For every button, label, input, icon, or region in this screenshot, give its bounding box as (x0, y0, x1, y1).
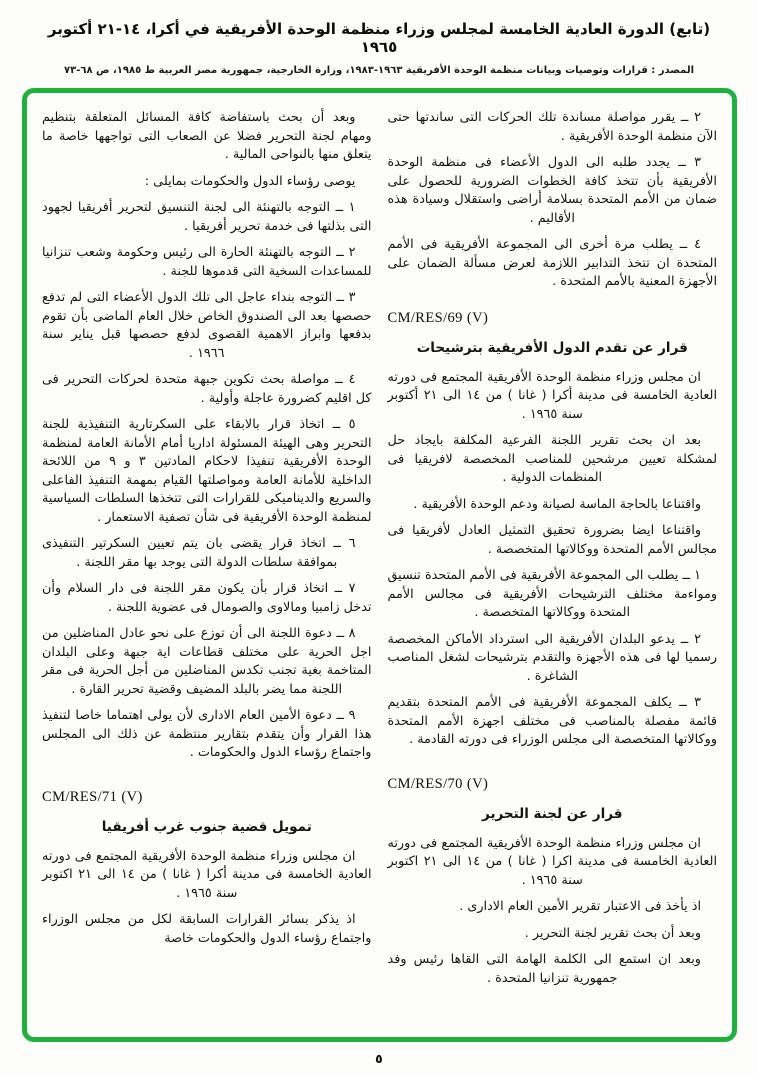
paragraph: وبعد أن بحث باستفاضة كافة المسائل المتعلقة بتنظيم ومهام لجنة التحرير فضلا عن الصعاب التى تواجهها خاصة ما يتعلق منها بالنواحى المالية . (42, 110, 372, 162)
paragraph: واقتناعا بالحاجة الماسة لصيانة ودعم الوحدة الأفريقية . (413, 496, 701, 512)
source-line: المصدر : قرارات وتوصيات وبيانات منظمة الوحدة الأفريقية ١٩٦٣-١٩٨٣، وزارة الخارجية، جمهورية مصر العربية ط ١٩٨٥، ص ٦٨-٧٣ (63, 65, 695, 76)
paragraph: ٧ ــ اتخاذ قرار بأن يكون مقر اللجنة فى دار السلام وأن تدخل زامبيا ومالاوى والصومال فى عضوية اللجنة . (42, 581, 372, 615)
paragraph: ١ ــ يطلب الى المجموعة الأفريقية فى الأمم المتحدة تنسيق ومواءمة مختلف الترشيحات الأفريقية فى مجالس الأمم المتحدة ووكالاتها المتخصصة . (387, 568, 717, 620)
paragraph: ٥ ــ اتخاذ قرار بالابقاء على السكرتارية التنفيذية للجنة التحرير وهى الهيئة المسئولة اداريا أمام الأمانة العامة لمنظمة الوحدة الأفريقية تنفيذا لاحكام المادتين ٣ و ٩ من اللائحة الداخلية للأمانة العامة ومواصلتها القيام بمهمة التنفيذ الفاعلى والسريع والديناميكى للقرارات التى تتخذها السلطات السياسية لمنظمة الوحدة الأفريقية فى شأن تصفية الاستعمار . (42, 417, 372, 525)
paragraph: ٣ ــ يكلف المجموعة الأفريقية فى الأمم المتحدة بتقديم قائمة مفصلة بالمناصب فى مختلف اجهزة الأمم المتحدة ووكالاتها المتخصصة الى مجلس الوزراء فى دورته القادمة . (387, 695, 717, 747)
paragraph: ٩ ــ دعوة الأمين العام الادارى لأن يولى اهتماما خاصا لتنفيذ هذا القرار وأن يتقدم بتقارير منتظمة عن ذلك الى المجلس واجتماع رؤساء الدول والحكومات . (42, 708, 372, 760)
column-left (42, 109, 372, 1037)
paragraph: بعد ان بحث تقرير اللجنة الفرعية المكلفة بايجاد حل لمشكلة تعيين مرشحين للمناصب المخصصة لافريقيا فى المنظمات الدولية . (387, 433, 717, 485)
paragraph: ٢ ــ يقرر مواصلة مساندة تلك الحركات التى ساندتها حتى الآن منظمة الوحدة الأفريقية . (387, 110, 717, 144)
paragraph: ان مجلس وزراء منظمة الوحدة الأفريقية المجتمع فى دورته العادية الخامسة فى مدينة اكرا ( غانا ) من ١٤ الى ٢١ اكتوبر سنة ١٩٦٥ . (387, 835, 718, 888)
paragraph: اذ يذكر بسائر القرارات السابقة لكل من مجلس الوزراء واجتماع رؤساء الدول والحكومات خاصة (42, 912, 372, 946)
paragraph: ٤ ــ مواصلة بحث تكوين جبهة متحدة لحركات التحرير فى كل اقليم كضرورة عاجلة وأولية . (42, 372, 372, 406)
paragraph: ان مجلس وزراء منظمة الوحدة الأفريقية المجتمع فى دورته العادية الخامسة فى مدينة أكرا ( غانا ) من ١٤ الى ٢١ اكتوبر سنة ١٩٦٥ . (42, 848, 372, 901)
resolution-heading: قرار عن لجنة التحرير (482, 805, 623, 822)
paragraph: ٣ ــ التوجه بنداء عاجل الى تلك الدول الأعضاء التى لم تدفع حصصها بعد الى الصندوق الخاص خلال العام الماضى بأن تقوم بدفعها وابراز الاهمية القصوى لدفع حصصها قبل يناير سنة ١٩٦٦ . (42, 290, 372, 361)
content-frame (22, 88, 737, 1042)
column-right (388, 109, 718, 1037)
paragraph: ١ ــ التوجه بالتهنئة الى لجنة التنسيق لتحرير أفريقيا لجهود التى بذلتها فى خدمة تحرير أفريقيا . (42, 200, 372, 234)
paragraph: وبعد أن بحث تقرير لجنة التحرير . (524, 925, 701, 941)
paragraph: ٣ ــ يجدد طلبه الى الدول الأعضاء فى منظمة الوحدة الأفريقية بأن تتخذ كافة الخطوات الضرورية للحصول على ضمان من الأمم المتحدة بسلامة أراضى واستقلال وسيادة هذه الأقاليم . (387, 155, 717, 226)
resolution-ref: CM/RES/71 (V) (42, 788, 143, 805)
paragraph: ان مجلس وزراء منظمة الوحدة الأفريقية المجتمع فى دورته العادية الخامسة فى مدينة أكرا ( غانا ) من ١٤ الى ٢١ أكتوبر سنة ١٩٦٥ . (387, 369, 718, 422)
paragraph: ٦ ــ اتخاذ قرار يقضى بان يتم تعيين السكرتير التنفيذى بموافقة سلطات الدولة التى يوجد بها مقر اللجنة . (42, 536, 356, 570)
paragraph: ٨ ــ دعوة اللجنة الى أن توزع على نحو عادل المناضلين من اجل الحرية على مختلف قطاعات اية جبهة وعلى البلدان المتاخمة بغية تجنب تكدس المناضلين من أجل الحرية فى مقر اللجنة مما يضر بالبلد المضيف وقضية تحرير القارة . (42, 626, 372, 697)
paragraph: يوصى رؤساء الدول والحكومات بمايلى : (144, 173, 356, 189)
resolution-heading: تمويل قضية جنوب غرب أفريقيا (101, 818, 312, 835)
resolution-ref: CM/RES/69 (V) (387, 309, 489, 326)
paragraph: ٤ ــ يطلب مرة أخرى الى المجموعة الأفريقية فى الأمم المتحدة ان تتخذ التدابير اللازمة لعرض مسألة الضمان على الأجهزة المعنية بالأمم المتحدة . (387, 237, 717, 289)
paragraph: وبعد ان استمع الى الكلمة الهامة التى القاها رئيس وفد جمهورية تنزانيا المتحدة . (387, 952, 701, 986)
paragraph: ٢ ــ التوجه بالتهنئة الحارة الى رئيس وحكومة وشعب تنزانيا للمساعدات السخية التى قدموها للجنة . (42, 245, 372, 279)
paragraph: واقتناعا ايضا بضرورة تحقيق التمثيل العادل لأفريقيا فى مجالس الأمم المتحدة ووكالاتها المتخصصة . (387, 523, 717, 557)
page-title: (تابع) الدورة العادية الخامسة لمجلس وزراء منظمة الوحدة الأفريقية في أكرا، ١٤-٢١ أكتوبر ١٩٦٥ (47, 20, 711, 56)
resolution-heading: قرار عن تقدم الدول الأفريقية بترشيحات (416, 339, 688, 356)
paragraph: ٢ ــ يدعو البلدان الأفريقية الى استرداد الأماكن المخصصة رسميا لها فى هذه الأجهزة والتقدم بترشيحات لشغل المناصب الشاغرة . (387, 631, 717, 684)
paragraph: اذ يأخذ فى الاعتبار تقرير الأمين العام الادارى . (459, 899, 701, 914)
page-number: ٥ (375, 1051, 383, 1066)
resolution-ref: CM/RES/70 (V) (387, 775, 489, 792)
page-header (0, 0, 758, 76)
